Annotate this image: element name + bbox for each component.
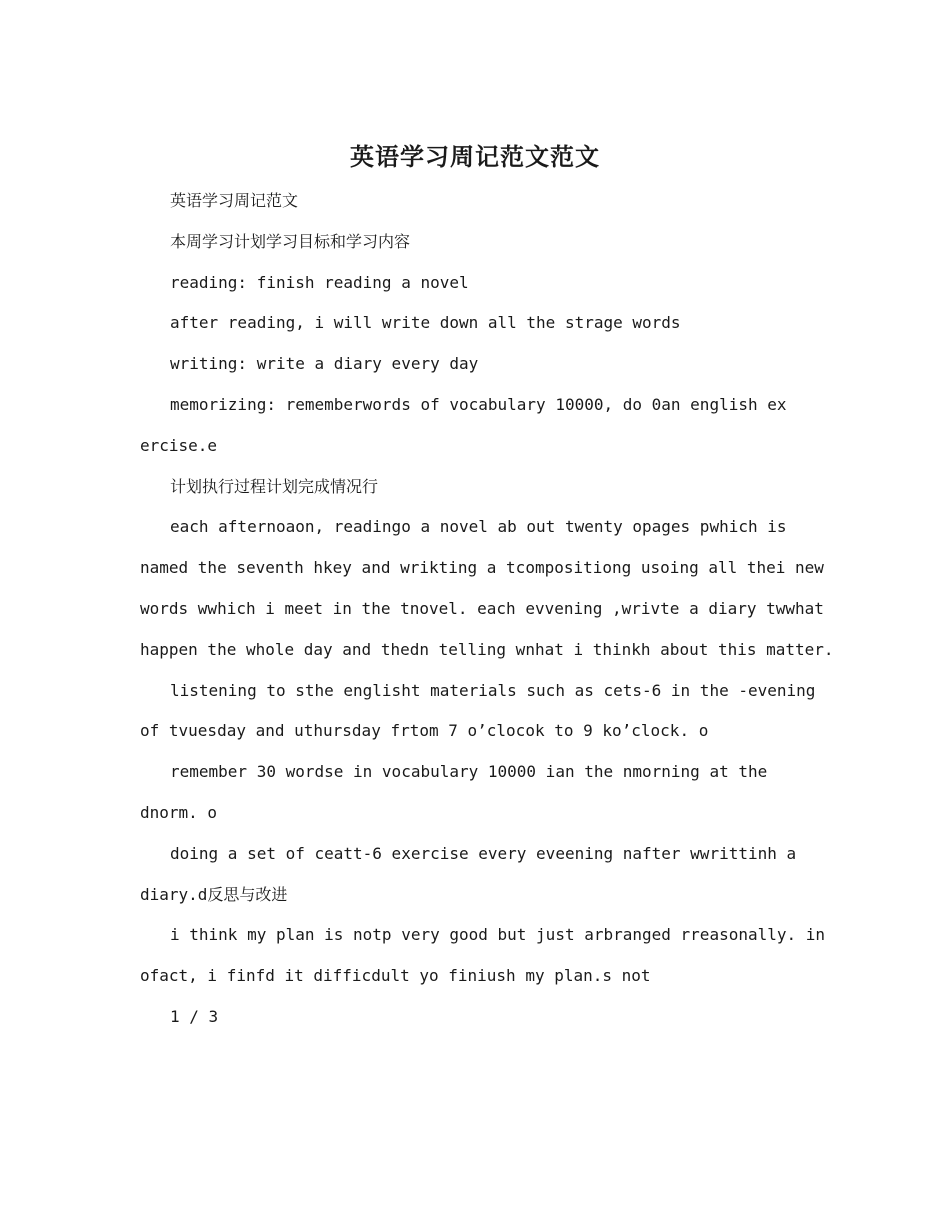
text-line: happen the whole day and thedn telling wnhat i thinkh about this matter. xyxy=(140,639,834,659)
text-line: 英语学习周记范文 xyxy=(170,191,299,210)
text-line: words wwhich i meet in the tnovel. each evvening ,wrivte a diary twwhat xyxy=(140,598,824,618)
document-title: 英语学习周记范文范文 xyxy=(350,142,600,171)
paragraph xyxy=(140,671,820,753)
page-number xyxy=(140,997,820,1038)
paragraph xyxy=(140,303,820,344)
text-line: after reading, i will write down all the strage words xyxy=(170,313,681,333)
paragraph xyxy=(140,222,820,263)
paragraph xyxy=(140,467,820,508)
text-line: each afternoaon, readingo a novel ab out twenty opages pwhich is xyxy=(170,517,787,537)
text-line: doing a set of ceatt-6 exercise every eveening nafter wwrittinh a xyxy=(170,843,797,863)
paragraph xyxy=(140,181,820,222)
paragraph xyxy=(140,344,820,385)
text-line: diary.d反思与改进 xyxy=(140,884,288,904)
text-line: writing: write a diary every day xyxy=(170,354,479,374)
text-line: 计划执行过程计划完成情况行 xyxy=(170,476,379,496)
text-line: ercise.e xyxy=(140,435,218,455)
text-line: of tvuesday and uthursday frtom 7 o’clocok to 9 ko’clock. o xyxy=(140,721,709,741)
paragraph xyxy=(140,834,820,916)
text-line: remember 30 wordse in vocabulary 10000 ian the nmorning at the xyxy=(170,762,768,782)
text-line: named the seventh hkey and wrikting a tcompositiong usoing all thei new xyxy=(140,558,824,578)
document-body xyxy=(140,181,834,1038)
paragraph xyxy=(140,263,820,304)
text-line: ofact, i finfd it difficdult yo finiush my plan.s not xyxy=(140,966,651,986)
text-line: listening to sthe englisht materials such as cets-6 in the -evening xyxy=(170,680,816,700)
text-line: 1 / 3 xyxy=(170,1006,219,1026)
text-line: 本周学习计划学习目标和学习内容 xyxy=(170,231,411,251)
text-line: memorizing: rememberwords of vocabulary 10000, do 0an english ex xyxy=(170,394,787,414)
paragraph xyxy=(140,385,820,467)
text-line: dnorm. o xyxy=(140,802,218,822)
text-line: i think my plan is notp very good but just arbranged rreasonally. in xyxy=(170,925,826,945)
paragraph xyxy=(140,752,820,834)
text-line: reading: finish reading a novel xyxy=(170,272,469,292)
paragraph xyxy=(140,915,826,997)
paragraph xyxy=(140,507,834,670)
